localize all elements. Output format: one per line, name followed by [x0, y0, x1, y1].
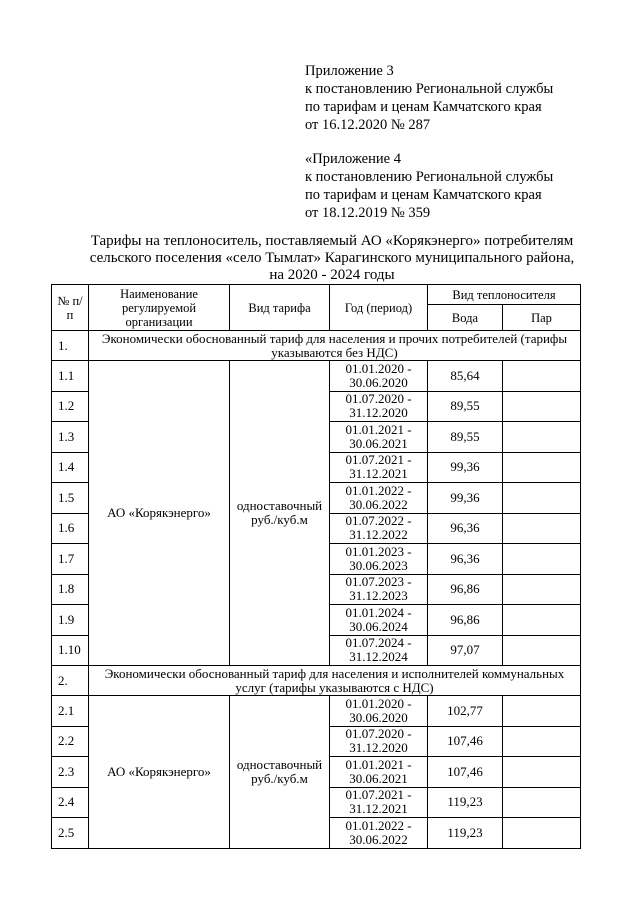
period-start: 01.01.2020 -: [345, 360, 412, 376]
header-tariff-type: Вид тарифа: [230, 285, 330, 331]
water-tariff: 97,07: [428, 635, 503, 666]
period-end: 30.06.2020: [349, 374, 408, 390]
period-start: 01.01.2024 -: [345, 604, 412, 620]
row-number: 1.4: [52, 452, 89, 483]
steam-tariff: [503, 635, 581, 666]
appendix-3-line-3: по тарифам и ценам Камчатского края: [305, 99, 542, 115]
period-cell: [330, 787, 428, 818]
period-cell: [330, 513, 428, 544]
period-end: 30.06.2021: [349, 770, 408, 786]
steam-tariff: [503, 818, 581, 849]
section-number: 1.: [52, 331, 89, 361]
period-cell: [330, 452, 428, 483]
period-end: 31.12.2021: [349, 466, 408, 482]
water-tariff: 119,23: [428, 818, 503, 849]
row-number: 1.2: [52, 391, 89, 422]
tariff-table: [51, 284, 581, 849]
water-tariff: 96,36: [428, 544, 503, 575]
period-start: 01.01.2021 -: [345, 421, 412, 437]
period-start: 01.07.2020 -: [345, 726, 412, 742]
water-tariff: 119,23: [428, 787, 503, 818]
period-end: 31.12.2023: [349, 588, 408, 604]
period-start: 01.07.2023 -: [345, 574, 412, 590]
steam-tariff: [503, 726, 581, 757]
header-org: Наименование регулируемой организации: [89, 285, 230, 331]
title-line-3: на 2020 - 2024 годы: [269, 267, 395, 283]
row-number: 1.1: [52, 361, 89, 392]
organization-name: АО «Корякэнерго»: [89, 696, 230, 849]
section-row: [52, 331, 581, 361]
period-start: 01.07.2021 -: [345, 452, 412, 468]
period-end: 31.12.2020: [349, 405, 408, 421]
steam-tariff: [503, 605, 581, 636]
steam-tariff: [503, 452, 581, 483]
section-row: [52, 666, 581, 696]
row-number: 2.4: [52, 787, 89, 818]
steam-tariff: [503, 574, 581, 605]
appendix-3-line-2: к постановлению Региональной службы: [305, 81, 554, 97]
title-line-1: Тарифы на теплоноситель, поставляемый АО «Корякэнерго» потребителям: [90, 233, 574, 249]
row-number: 2.1: [52, 696, 89, 727]
steam-tariff: [503, 391, 581, 422]
water-tariff: 96,86: [428, 605, 503, 636]
section-title: Экономически обоснованный тариф для населения и исполнителей коммунальных услуг (тарифы указываются с НДС): [89, 666, 581, 696]
steam-tariff: [503, 483, 581, 514]
header-period: Год (период): [330, 285, 428, 331]
table-row: [52, 361, 581, 392]
water-tariff: 85,64: [428, 361, 503, 392]
row-number: 1.7: [52, 544, 89, 575]
period-cell: [330, 422, 428, 453]
period-end: 31.12.2024: [349, 649, 408, 665]
period-start: 01.01.2020 -: [345, 695, 412, 711]
period-cell: [330, 483, 428, 514]
header-water: Вода: [428, 305, 503, 331]
appendix-4-line-1: «Приложение 4: [305, 151, 401, 167]
header-steam: Пар: [503, 305, 581, 331]
steam-tariff: [503, 422, 581, 453]
steam-tariff: [503, 544, 581, 575]
period-start: 01.07.2021 -: [345, 787, 412, 803]
row-number: 2.3: [52, 757, 89, 788]
period-cell: [330, 757, 428, 788]
row-number: 1.6: [52, 513, 89, 544]
water-tariff: 89,55: [428, 422, 503, 453]
water-tariff: 99,36: [428, 483, 503, 514]
steam-tariff: [503, 757, 581, 788]
period-end: 31.12.2021: [349, 801, 408, 817]
document-title: [62, 233, 602, 284]
period-end: 30.06.2021: [349, 435, 408, 451]
period-end: 30.06.2024: [349, 618, 408, 634]
period-cell: [330, 391, 428, 422]
row-number: 2.5: [52, 818, 89, 849]
appendix-4-header: [305, 150, 553, 222]
period-start: 01.01.2023 -: [345, 543, 412, 559]
period-cell: [330, 361, 428, 392]
period-start: 01.07.2022 -: [345, 513, 412, 529]
steam-tariff: [503, 787, 581, 818]
period-cell: [330, 605, 428, 636]
title-line-2: сельского поселения «село Тымлат» Карагинского муниципального района,: [89, 250, 575, 266]
appendix-3-header: [305, 62, 553, 134]
period-end: 30.06.2020: [349, 709, 408, 725]
row-number: 1.9: [52, 605, 89, 636]
row-number: 1.8: [52, 574, 89, 605]
period-cell: [330, 544, 428, 575]
appendix-4-line-2: к постановлению Региональной службы: [305, 169, 554, 185]
period-cell: [330, 696, 428, 727]
tariff-type: одноставочный руб./куб.м: [230, 361, 330, 666]
table-row: [52, 696, 581, 727]
steam-tariff: [503, 361, 581, 392]
row-number: 2.2: [52, 726, 89, 757]
period-cell: [330, 574, 428, 605]
header-carrier: Вид теплоносителя: [428, 285, 581, 305]
period-end: 31.12.2022: [349, 527, 408, 543]
section-title: Экономически обоснованный тариф для населения и прочих потребителей (тарифы указываются без НДС): [89, 331, 581, 361]
water-tariff: 102,77: [428, 696, 503, 727]
period-cell: [330, 635, 428, 666]
period-start: 01.01.2021 -: [345, 756, 412, 772]
period-start: 01.07.2024 -: [345, 635, 412, 651]
period-start: 01.01.2022 -: [345, 817, 412, 833]
appendix-3-line-1: Приложение 3: [305, 63, 394, 79]
period-end: 30.06.2023: [349, 557, 408, 573]
header-num: № п/п: [52, 285, 89, 331]
appendix-3-line-4: от 16.12.2020 № 287: [305, 117, 431, 133]
organization-name: АО «Корякэнерго»: [89, 361, 230, 666]
water-tariff: 96,36: [428, 513, 503, 544]
steam-tariff: [503, 696, 581, 727]
section-number: 2.: [52, 666, 89, 696]
period-start: 01.01.2022 -: [345, 482, 412, 498]
steam-tariff: [503, 513, 581, 544]
water-tariff: 99,36: [428, 452, 503, 483]
water-tariff: 89,55: [428, 391, 503, 422]
tariff-type: одноставочный руб./куб.м: [230, 696, 330, 849]
period-start: 01.07.2020 -: [345, 391, 412, 407]
water-tariff: 107,46: [428, 757, 503, 788]
water-tariff: 96,86: [428, 574, 503, 605]
row-number: 1.5: [52, 483, 89, 514]
period-end: 30.06.2022: [349, 831, 408, 847]
appendix-4-line-3: по тарифам и ценам Камчатского края: [305, 187, 542, 203]
row-number: 1.10: [52, 635, 89, 666]
water-tariff: 107,46: [428, 726, 503, 757]
period-end: 30.06.2022: [349, 496, 408, 512]
appendix-4-line-4: от 18.12.2019 № 359: [305, 205, 431, 221]
period-end: 31.12.2020: [349, 740, 408, 756]
period-cell: [330, 726, 428, 757]
row-number: 1.3: [52, 422, 89, 453]
period-cell: [330, 818, 428, 849]
